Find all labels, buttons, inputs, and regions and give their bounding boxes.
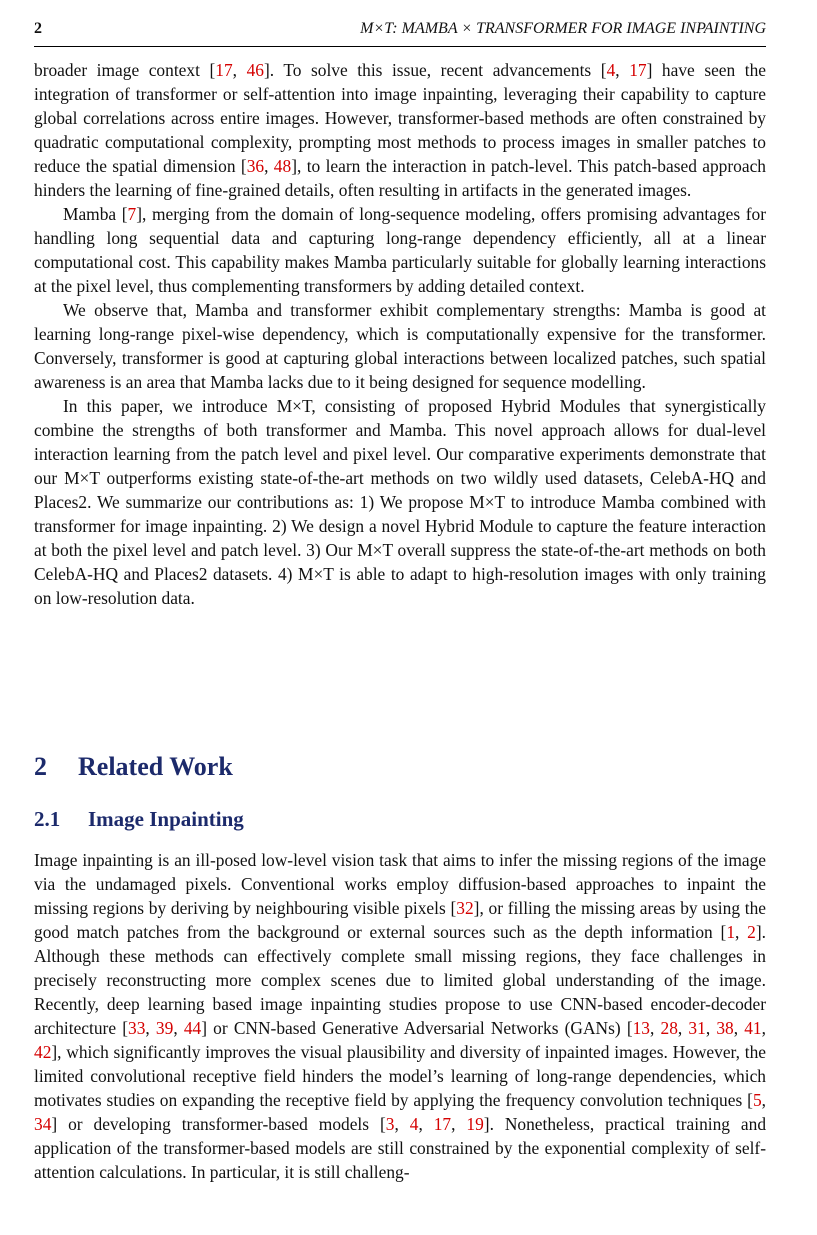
section-heading xyxy=(34,750,233,784)
citation-link[interactable]: 19 xyxy=(466,1114,484,1134)
text-run: ], to learn the interaction in patch-level. This patch-based approach hinders the learning of fine-grained details, often resulting in artifacts in the generated images. xyxy=(34,156,766,200)
text-run: , xyxy=(264,156,274,176)
citation-link[interactable]: 46 xyxy=(246,60,264,80)
text-run: , xyxy=(451,1114,467,1134)
citation-link[interactable]: 39 xyxy=(155,1018,174,1038)
citation-link[interactable]: 4 xyxy=(409,1114,419,1134)
running-title: M×T: MAMBA × TRANSFORMER FOR IMAGE INPAINTING xyxy=(360,20,766,37)
citation-link[interactable]: 34 xyxy=(34,1114,52,1134)
citation-link[interactable]: 17 xyxy=(215,60,233,80)
text-run: , xyxy=(418,1114,434,1134)
citation-link[interactable]: 5 xyxy=(752,1090,762,1110)
text-run: , xyxy=(705,1018,717,1038)
header-rule xyxy=(34,46,766,47)
text-run: , xyxy=(615,60,630,80)
citation-link[interactable]: 42 xyxy=(34,1042,52,1062)
citation-link[interactable]: 31 xyxy=(688,1018,706,1038)
text-run: In this paper, we introduce M×T, consisting of proposed Hybrid Modules that synergistically combine the strengths of both transformer and Mamba. This novel approach allows for dual-level interaction learning from the patch level and pixel level. Our comparative experiments demonstrate that our M×T outperforms existing state-of-the-art methods on two wildly used datasets, CelebA-HQ and Places2. We summarize our contributions as: 1) We propose M×T to introduce Mamba combined with transformer for image inpainting. 2) We design a novel Hybrid Module to capture the feature interaction at both the pixel level and patch level. 3) Our M×T overall suppress the state-of-the-art methods on both CelebA-HQ and Places2 datasets. 4) M×T is able to adapt to high-resolution images with only training on low-resolution data. xyxy=(34,396,766,608)
paragraph-3 xyxy=(34,298,766,394)
text-run: Mamba [ xyxy=(63,204,128,224)
citation-link[interactable]: 38 xyxy=(716,1018,734,1038)
citation-link[interactable]: 48 xyxy=(273,156,292,176)
text-run: ]. To solve this issue, recent advancements [ xyxy=(263,60,607,80)
text-run: ] have seen the integration of transformer or self-attention into image inpainting, leveraging their capability to capture global correlations across entire images. However, transformer-based methods are often constrained by quadratic computational complexity, prompting most methods to process images in smaller patches to reduce the spatial dimension [ xyxy=(34,60,767,176)
citation-link[interactable]: 7 xyxy=(127,204,137,224)
citation-link[interactable]: 32 xyxy=(456,898,474,918)
text-run: , xyxy=(677,1018,689,1038)
citation-link[interactable]: 1 xyxy=(726,922,736,942)
subsection-title: Image Inpainting xyxy=(88,807,244,831)
text-run: ], merging from the domain of long-sequence modeling, offers promising advantages for handling long sequential data and capturing long-range dependency efficiently, all at a linear computational cost. This capability makes Mamba particularly suitable for globally learning interactions at the pixel level, thus complementing transformers by adding detailed context. xyxy=(34,204,766,296)
text-run: ]. Nonetheless, practical training and application of the transformer-based models are still constrained by the exponential complexity of self-attention calculations. In particular, it is still challeng- xyxy=(34,1114,767,1182)
citation-link[interactable]: 3 xyxy=(385,1114,395,1134)
text-run: ], which significantly improves the visual plausibility and diversity of inpainted images. However, the limited convolutional receptive field hinders the model’s learning of long-range dependencies, which motivates studies on expanding the receptive field by applying the frequency convolution techniques [ xyxy=(34,1042,766,1110)
text-run: , xyxy=(232,60,247,80)
text-run: , xyxy=(650,1018,661,1038)
citation-link[interactable]: 13 xyxy=(632,1018,650,1038)
paragraph-1 xyxy=(34,58,766,202)
text-run: , xyxy=(761,1090,766,1110)
text-run: ] or CNN-based Generative Adversarial Networks (GANs) [ xyxy=(201,1018,633,1038)
section-number: 2 xyxy=(34,752,47,781)
citation-link[interactable]: 2 xyxy=(747,922,756,942)
citation-link[interactable]: 36 xyxy=(246,156,265,176)
text-run: Image inpainting is an ill-posed low-level vision task that aims to infer the missing regions of the image via the undamaged pixels. Conventional works employ diffusion-based approaches to inpaint the missing regions by deriving by neighbouring visible pixels [ xyxy=(34,850,766,918)
citation-link[interactable]: 17 xyxy=(433,1114,452,1134)
page-number: 2 xyxy=(34,20,42,37)
citation-link[interactable]: 28 xyxy=(660,1018,678,1038)
citation-link[interactable]: 44 xyxy=(183,1018,202,1038)
subsection-heading xyxy=(34,805,244,833)
text-run: ] or developing transformer-based models [ xyxy=(51,1114,386,1134)
text-run: broader image context [ xyxy=(34,60,216,80)
citation-link[interactable]: 41 xyxy=(744,1018,762,1038)
subsection-number: 2.1 xyxy=(34,807,61,831)
text-run: , xyxy=(761,1018,766,1038)
text-run: , xyxy=(733,1018,745,1038)
page-header xyxy=(34,20,766,42)
text-run: , xyxy=(394,1114,410,1134)
intro-body xyxy=(34,58,766,610)
text-run: , xyxy=(735,922,748,942)
paragraph-image-inpainting xyxy=(34,848,766,1184)
text-run: , xyxy=(173,1018,184,1038)
text-run: ]. Although these methods can effectively complete small missing regions, they face challenges in precisely reconstructing more complex scenes due to limited global understanding of the image. Recently, deep learning based image inpainting studies propose to use CNN-based encoder-decoder architecture [ xyxy=(34,922,767,1038)
citation-link[interactable]: 4 xyxy=(606,60,616,80)
citation-link[interactable]: 33 xyxy=(128,1018,146,1038)
paragraph-2 xyxy=(34,202,766,298)
text-run: We observe that, Mamba and transformer exhibit complementary strengths: Mamba is good at learning long-range pixel-wise dependency, which is computationally expensive for the transformer. Conversely, transformer is good at capturing global interactions between localized patches, such spatial awareness is an area that Mamba lacks due to it being designed for sequence modelling. xyxy=(34,300,766,392)
related-work-body xyxy=(34,848,766,1184)
text-run: , xyxy=(145,1018,156,1038)
citation-link[interactable]: 17 xyxy=(629,60,647,80)
text-run: ], or filling the missing areas by using the good match patches from the background or external sources such as the depth information [ xyxy=(34,898,766,942)
paragraph-4 xyxy=(34,394,766,610)
section-title: Related Work xyxy=(78,752,233,781)
